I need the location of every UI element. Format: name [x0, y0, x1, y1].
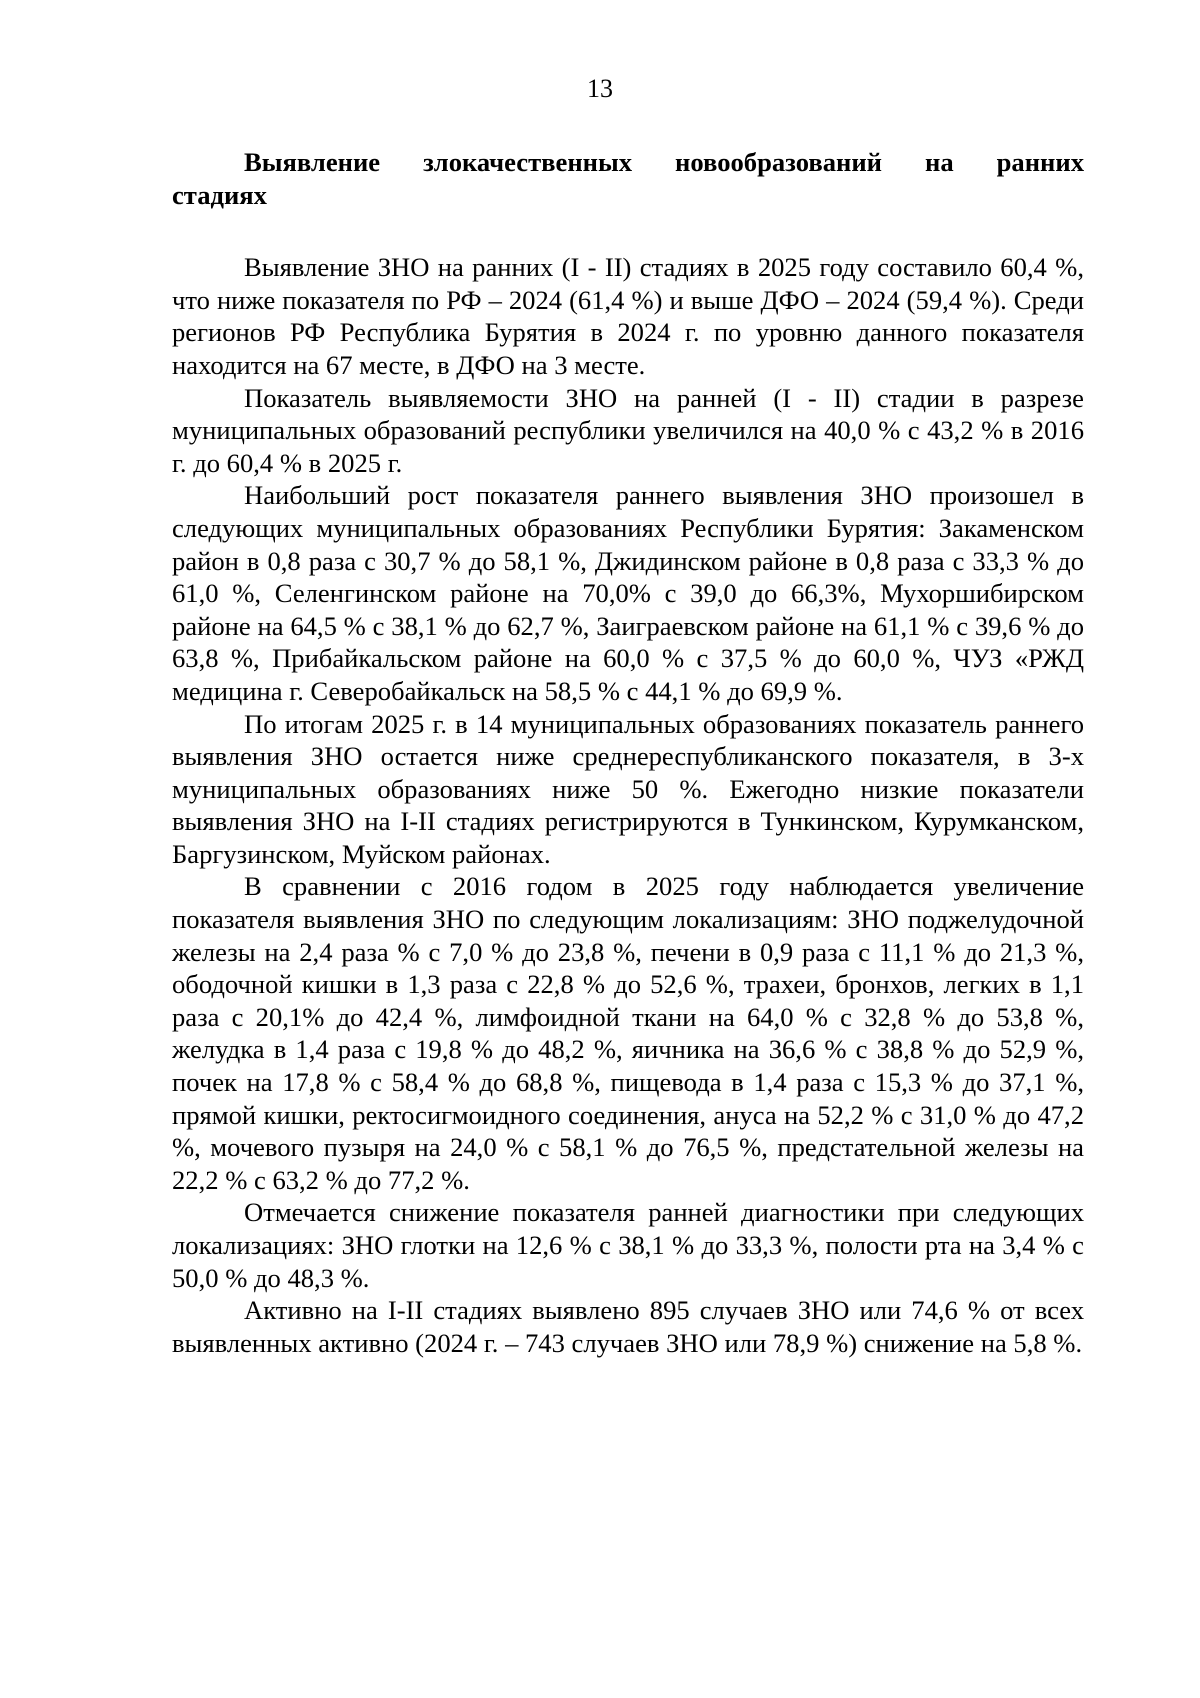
section-heading-line-1: Выявление злокачественных новообразований на ранних [244, 147, 1084, 177]
section-heading-line-2: стадиях [172, 179, 267, 210]
paragraph-localization-increase: В сравнении с 2016 годом в 2025 году наблюдается увеличение показателя выявления ЗНО по следующим локализациям: ЗНО поджелудочной железы на 2,4 раза % с 7,0 % до 23,8 %, печени в 0,9 раза с 11,1 % до 21,3 %, ободочной кишки в 1,3 раза с 22,8 % до 52,6 %, трахеи, бронхов, легких в 1,1 раза с 20,1% до 42,4 %, лимфоидной ткани на 64,0 % с 32,8 % до 53,8 %, желудка в 1,4 раза с 19,8 % до 48,2 %, яичника на 36,6 % с 38,8 % до 52,9 %, почек на 17,8 % с 58,4 % до 68,8 %, пищевода в 1,4 раза с 15,3 % до 37,1 %, прямой кишки, ректосигмоидного соединения, ануса на 52,2 % с 31,0 % до 47,2 %, мочевого пузыря на 24,0 % с 58,1 % до 76,5 %, предстательной железы на 22,2 % с 63,2 % до 77,2 %. [172, 871, 1084, 1195]
page-content [172, 146, 1084, 1359]
section-heading [172, 146, 1084, 211]
paragraph-municipal-detection-growth: Показатель выявляемости ЗНО на ранней (I - II) стадии в разрезе муниципальных образований республики увеличился на 40,0 % с 43,2 % в 2016 г. до 60,4 % в 2025 г. [172, 382, 1084, 478]
paragraph-active-detection: Активно на I-II стадиях выявлено 895 случаев ЗНО или 74,6 % от всех выявленных активно (2024 г. – 743 случаев ЗНО или 78,9 %) снижение на 5,8 %. [172, 1295, 1084, 1358]
paragraph-localization-decrease: Отмечается снижение показателя ранней диагностики при следующих локализациях: ЗНО глотки на 12,6 % с 38,1 % до 33,3 %, полости рта на 3,4 % с 50,0 % до 48,3 %. [172, 1197, 1084, 1293]
page-number: 13 [587, 74, 613, 103]
paragraph-below-average-districts: По итогам 2025 г. в 14 муниципальных образованиях показатель раннего выявления ЗНО остается ниже среднереспубликанского показателя, в 3-х муниципальных образованиях ниже 50 %. Ежегодно низкие показатели выявления ЗНО на I-II стадиях регистрируются в Тункинском, Курумканском, Баргузинском, Муйском районах. [172, 708, 1084, 869]
paragraph-early-detection-rate: Выявление ЗНО на ранних (I - II) стадиях в 2025 году составило 60,4 %, что ниже показателя по РФ – 2024 (61,4 %) и выше ДФО – 2024 (59,4 %). Среди регионов РФ Республика Бурятия в 2024 г. по уровню данного показателя находится на 67 месте, в ДФО на 3 месте. [172, 252, 1084, 380]
body-text [172, 251, 1084, 1359]
paragraph-largest-growth-districts: Наибольший рост показателя раннего выявления ЗНО произошел в следующих муниципальных образованиях Республики Бурятия: Закаменском район в 0,8 раза с 30,7 % до 58,1 %, Джидинском районе в 0,8 раза с 33,3 % до 61,0 %, Селенгинском районе на 70,0% с 39,0 до 66,3%, Мухоршибирском районе на 64,5 % с 38,1 % до 62,7 %, Заиграевском районе на 61,1 % с 39,6 % до 63,8 %, Прибайкальском районе на 60,0 % с 37,5 % до 60,0 %, ЧУЗ «РЖД медицина г. Северобайкальск на 58,5 % с 44,1 % до 69,9 %. [172, 480, 1084, 706]
